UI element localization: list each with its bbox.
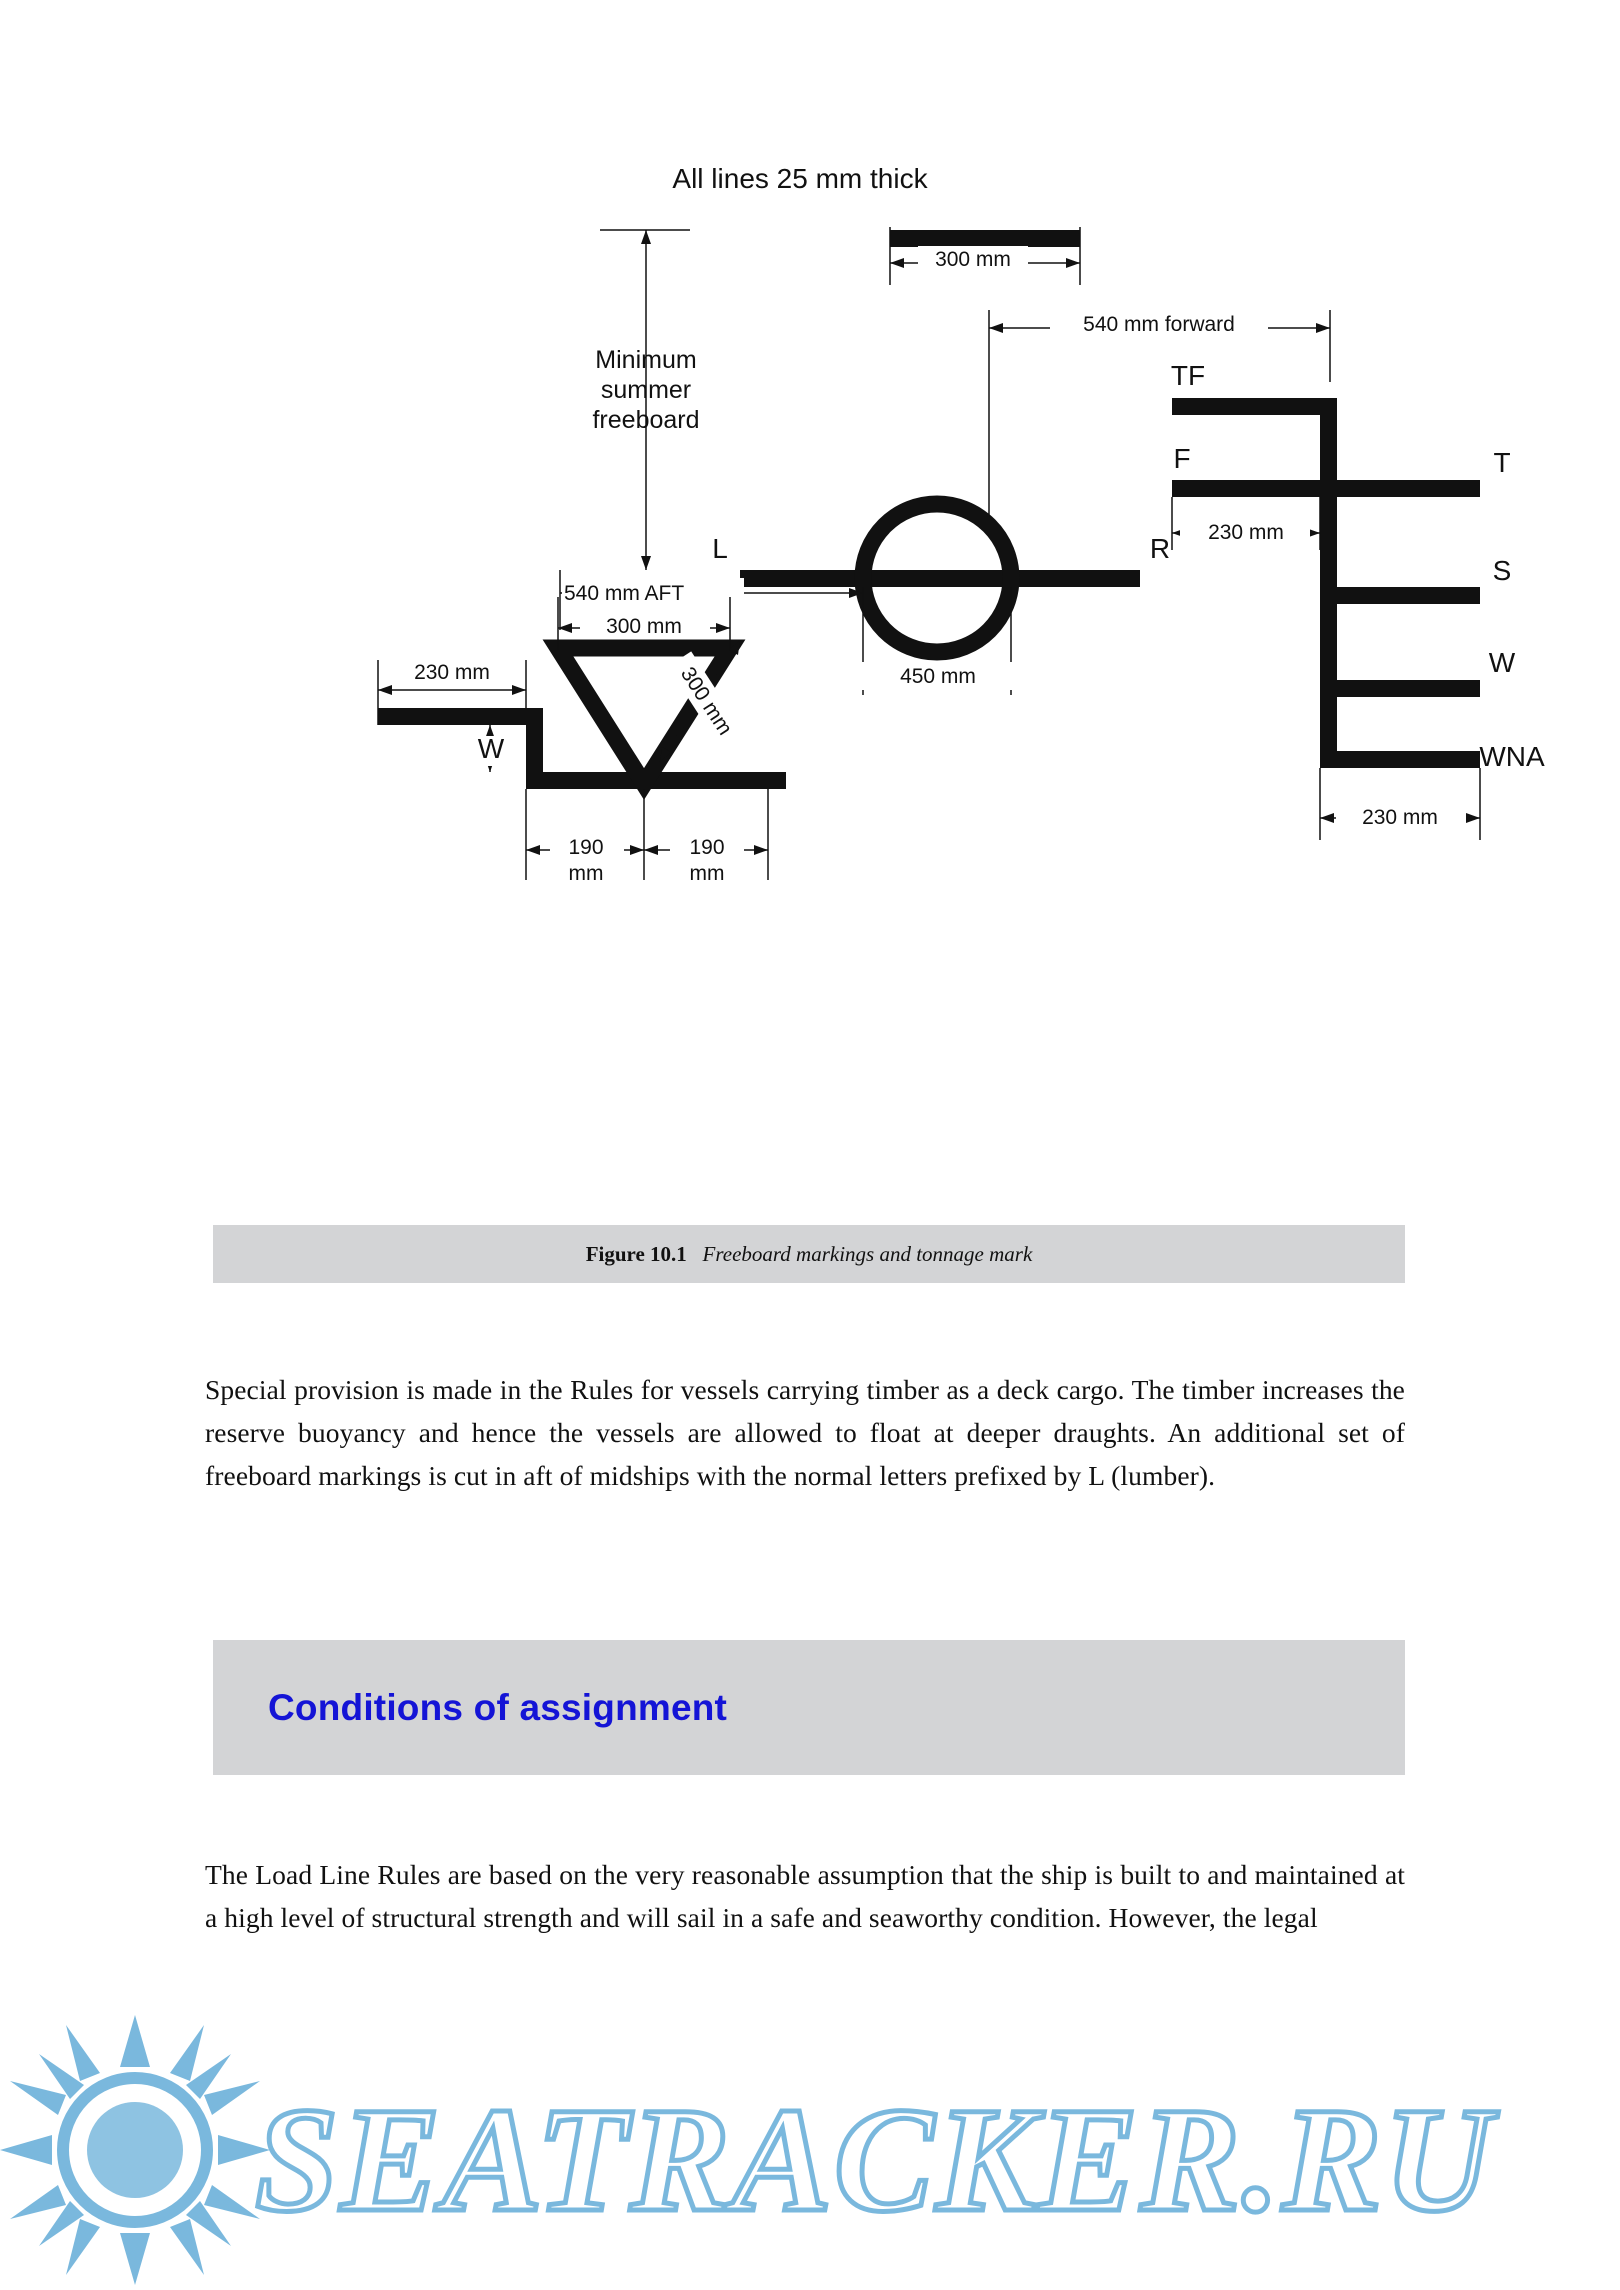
ladder-arm-dim-label: 230 mm (1208, 521, 1284, 544)
tonnage-left-dim-arrow-left (378, 685, 392, 695)
tonnage-bottom-right-dim-line1: 190 (689, 836, 725, 859)
freeboard-label-line1: Minimum (595, 346, 697, 374)
forward-arrow-right (1316, 323, 1330, 333)
figure-diagram (160, 150, 1545, 1220)
ladder-arm-s (1320, 587, 1480, 604)
deck-dim-arrow-left (890, 258, 904, 268)
tonnage-left-bar (378, 708, 543, 725)
aft-dim-label: 540 mm AFT (564, 582, 685, 605)
tonnage-slant-dim-label: 300 mm (675, 663, 737, 740)
tonnage-bottom-arrow-2 (630, 845, 644, 855)
deck-dim-arrow-right (1066, 258, 1080, 268)
watermark (0, 2015, 1620, 2290)
tonnage-bottom-arrow-3 (644, 845, 658, 855)
figure-10-1 (0, 150, 1620, 1220)
deck-line-bar (890, 230, 1080, 247)
sunburst-icon (0, 2015, 270, 2285)
forward-arrow-left (989, 323, 1003, 333)
ladder-arm-f (1172, 480, 1337, 497)
figure-caption-bar (213, 1225, 1405, 1283)
section-heading: Conditions of assignment (268, 1686, 728, 1728)
tonnage-w-label: W (477, 733, 505, 764)
tonnage-left-dim-arrow-right (512, 685, 526, 695)
ladder-arm-w (1320, 680, 1480, 697)
tonnage-bottom-left-dim-line2: mm (568, 862, 604, 885)
tonnage-bottom-right-dim-line2: mm (689, 862, 725, 885)
ladder-arm-wna (1320, 751, 1480, 768)
tonnage-top-dim-label: 300 mm (606, 615, 682, 638)
paragraph-timber-deck-cargo: Special provision is made in the Rules for vessels carrying timber as a deck cargo. The timber increases the reserve buoyancy and hence the vessels are allowed to float at deeper draughts. An additional set of freeboard markings is cut in aft of midships with the normal letters prefixed by L (lumber). (205, 1373, 1405, 1491)
tonnage-bottom-arrow-1 (526, 845, 540, 855)
ladder-bottom-dim-label: 230 mm (1362, 806, 1438, 829)
tonnage-bottom-left-dim-line1: 190 (568, 836, 604, 859)
figure-caption-number: Figure 10.1 (585, 1241, 687, 1266)
ladder-label-wna: WNA (1479, 741, 1545, 772)
watermark-graphic (0, 2015, 1620, 2290)
disc-diameter-label: 450 mm (900, 665, 976, 688)
section-heading-band (213, 1640, 1405, 1775)
ladder-spine (1320, 398, 1337, 768)
ladder-label-t: T (1493, 447, 1511, 478)
ladder-arm-tf (1172, 398, 1337, 415)
ladder-bottom-arrow-left (1320, 813, 1334, 823)
figure-top-label: All lines 25 mm thick (672, 163, 928, 194)
freeboard-arrow-bottom (641, 556, 651, 570)
ladder-label-w: W (1488, 647, 1516, 678)
ladder-label-s: S (1492, 555, 1512, 586)
ladder-arm-t (1320, 480, 1480, 497)
paragraph-load-line-rules: The Load Line Rules are based on the very reasonable assumption that the ship is built to and maintained at a high level of structural strength and will sail in a safe and seaworthy condition. However, the legal (205, 1858, 1405, 1933)
disc-left-letter: L (712, 533, 728, 564)
ladder-bottom-arrow-right (1466, 813, 1480, 823)
tonnage-bottom-arrow-4 (754, 845, 768, 855)
ladder-label-tf: TF (1170, 360, 1206, 391)
forward-dim-label: 540 mm forward (1083, 313, 1235, 336)
tonnage-left-dim-label: 230 mm (414, 661, 490, 684)
disc-right-letter: R (1149, 533, 1171, 564)
ladder-label-f: F (1173, 443, 1191, 474)
figure-caption-title: Freeboard markings and tonnage mark (702, 1241, 1033, 1266)
tonnage-top-dim-arrow-right (716, 623, 730, 633)
summer-load-line (740, 570, 1140, 587)
watermark-text: SEATRACKER.RU (255, 2077, 1495, 2243)
freeboard-label-line2: summer (600, 376, 692, 404)
figure-caption (586, 1242, 1033, 1267)
deck-line-width-label: 300 mm (935, 248, 1011, 271)
freeboard-label-line3: freeboard (592, 406, 700, 434)
freeboard-arrow-top (641, 230, 651, 244)
